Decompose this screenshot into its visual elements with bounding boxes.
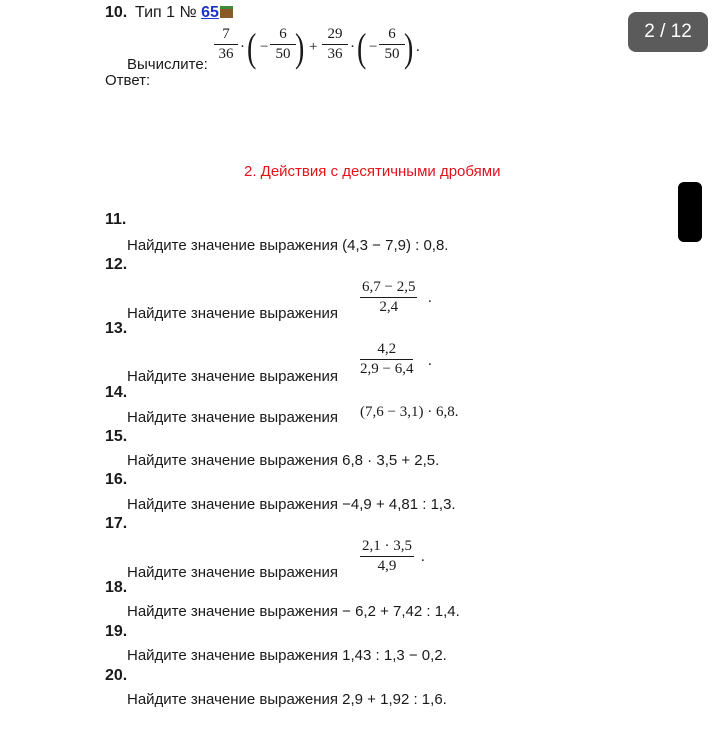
- fraction-2-den: 50: [275, 46, 291, 62]
- problem-14-number: 14.: [105, 384, 128, 401]
- fraction-4: [379, 26, 405, 63]
- problem-12-denominator: 2,4: [379, 299, 399, 315]
- rparen-1: ): [294, 25, 305, 70]
- lparen-1: (: [246, 25, 257, 70]
- fraction-4-den: 50: [384, 46, 400, 62]
- problem-17-number: 17.: [105, 515, 128, 532]
- problem-14-expression: (7,6 − 3,1) · 6,8.: [360, 404, 459, 420]
- gift-icon: [220, 6, 233, 18]
- problem-12-prompt: Найдите значение выражения: [127, 305, 338, 322]
- problem-13-number: 13.: [105, 320, 128, 337]
- problem-10-number: 10.: [105, 4, 128, 21]
- fraction-3-den: 36: [327, 46, 343, 62]
- period: .: [416, 39, 420, 55]
- plus-sign: +: [309, 39, 318, 55]
- fraction-1-num: 7: [214, 26, 238, 45]
- rparen-2: ): [403, 25, 414, 70]
- problem-19-text: Найдите значение выражения 1,43 : 1,3 − 0,2.: [127, 647, 447, 664]
- problem-15-number: 15.: [105, 428, 128, 445]
- problem-10-type: [135, 4, 233, 22]
- problem-11-number: 11.: [105, 211, 127, 228]
- minus-1: −: [260, 39, 269, 55]
- task-link[interactable]: 65: [201, 4, 219, 21]
- problem-13-prompt: Найдите значение выражения: [127, 368, 338, 385]
- dot-2: ·: [350, 39, 355, 55]
- problem-17-prompt: Найдите значение выражения: [127, 564, 338, 581]
- fraction-2: [270, 26, 296, 63]
- section-title: 2. Действия с десятичными дробями: [244, 163, 501, 180]
- fraction-1: [214, 26, 238, 63]
- problem-13-numerator: 4,2: [360, 341, 413, 360]
- problem-17-denominator: 4,9: [377, 558, 397, 574]
- scroll-handle[interactable]: [678, 182, 702, 242]
- problem-12-numerator: 6,7 − 2,5: [360, 279, 417, 298]
- problem-17-period: .: [421, 549, 425, 565]
- fraction-1-den: 36: [218, 46, 234, 62]
- problem-17-numerator: 2,1 · 3,5: [360, 538, 414, 557]
- fraction-3-num: 29: [322, 26, 348, 45]
- problem-13-fraction: [360, 341, 413, 378]
- problem-13-denominator: 2,9 − 6,4: [360, 361, 414, 377]
- problem-20-number: 20.: [105, 667, 128, 684]
- answer-label: Ответ:: [105, 72, 151, 89]
- fraction-4-num: 6: [379, 26, 405, 45]
- problem-19-number: 19.: [105, 623, 128, 640]
- problem-16-text: Найдите значение выражения −4,9 + 4,81 : 1,3.: [127, 496, 456, 513]
- problem-12-fraction: [360, 279, 417, 316]
- problem-20-text: Найдите значение выражения 2,9 + 1,92 : 1,6.: [127, 691, 447, 708]
- minus-2: −: [369, 39, 378, 55]
- problem-13-period: .: [428, 353, 432, 369]
- problem-18-text: Найдите значение выражения − 6,2 + 7,42 : 1,4.: [127, 603, 460, 620]
- compute-prompt: Вычислите:: [127, 56, 208, 73]
- problem-15-text: Найдите значение выражения 6,8 · 3,5 + 2,5.: [127, 452, 440, 469]
- problem-11-text: Найдите значение выражения (4,3 − 7,9) : 0,8.: [127, 237, 449, 254]
- fraction-3: [322, 26, 348, 63]
- lparen-2: (: [356, 25, 367, 70]
- problem-16-number: 16.: [105, 471, 128, 488]
- problem-14-prompt: Найдите значение выражения: [127, 409, 338, 426]
- dot-1: ·: [240, 39, 245, 55]
- problem-17-fraction: [360, 538, 414, 575]
- task-type-label: Тип 1 №: [135, 4, 197, 21]
- problem-12-period: .: [428, 290, 432, 306]
- problem-18-number: 18.: [105, 579, 128, 596]
- problem-12-number: 12.: [105, 256, 128, 273]
- page-indicator: 2 / 12: [628, 12, 708, 52]
- fraction-2-num: 6: [270, 26, 296, 45]
